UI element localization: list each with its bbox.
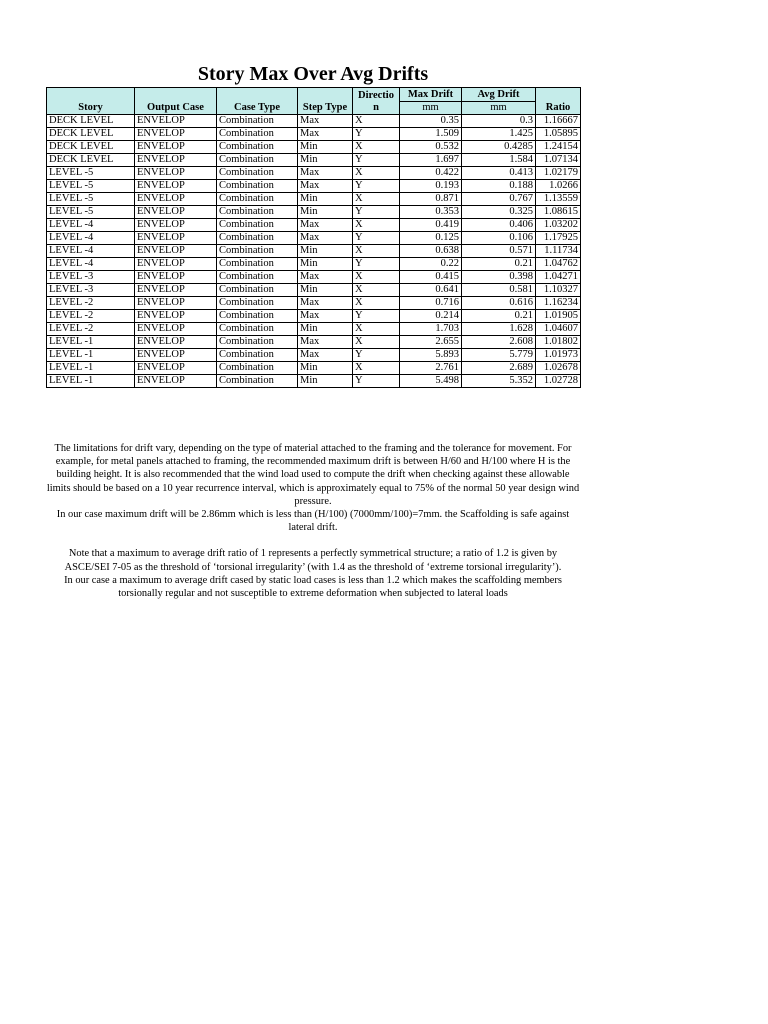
table-row <box>47 297 581 310</box>
cell-ratio: 1.16234 <box>536 297 581 310</box>
cell-case-type: Combination <box>217 180 298 193</box>
cell-output-case: ENVELOP <box>135 323 217 336</box>
cell-story: LEVEL -5 <box>47 167 135 180</box>
cell-story: LEVEL -4 <box>47 258 135 271</box>
col-header-output-case: Output Case <box>135 88 217 115</box>
cell-avg-drift: 1.628 <box>462 323 536 336</box>
cell-story: LEVEL -2 <box>47 310 135 323</box>
cell-step-type: Max <box>298 232 353 245</box>
note-drift-limits: The limitations for drift vary, depending on the type of material attached to the framing and the tolerance for movement. For example, for metal panels attached to framing, the recommended maximum drift is between H/60 and H/100 where H is the building height. It is also recommended that the wind load used to compute the drift when checking against these allowable limits should be based on a 10 year recurrence interval, which is approximately equal to 75% of the normal 50 year design wind pressure. <box>46 443 580 507</box>
cell-story: LEVEL -1 <box>47 375 135 388</box>
cell-avg-drift: 1.425 <box>462 128 536 141</box>
table-row <box>47 167 581 180</box>
cell-direction: Y <box>353 310 400 323</box>
cell-ratio: 1.13559 <box>536 193 581 206</box>
cell-avg-drift: 0.21 <box>462 310 536 323</box>
cell-case-type: Combination <box>217 323 298 336</box>
cell-output-case: ENVELOP <box>135 180 217 193</box>
table-row <box>47 219 581 232</box>
cell-max-drift: 2.655 <box>400 336 462 349</box>
cell-max-drift: 0.125 <box>400 232 462 245</box>
cell-direction: Y <box>353 375 400 388</box>
table-row <box>47 323 581 336</box>
cell-step-type: Max <box>298 128 353 141</box>
cell-direction: Y <box>353 206 400 219</box>
cell-output-case: ENVELOP <box>135 167 217 180</box>
cell-output-case: ENVELOP <box>135 349 217 362</box>
cell-output-case: ENVELOP <box>135 219 217 232</box>
cell-step-type: Min <box>298 375 353 388</box>
note-torsional-ratio: Note that a maximum to average drift ratio of 1 represents a perfectly symmetrical structure; a ratio of 1.2 is given by ASCE/SEI 7-05 as the threshold of ‘torsional irregularity’ (with 1.4 as the threshold of ‘extreme torsional irregularity’). <box>64 548 562 573</box>
cell-avg-drift: 2.608 <box>462 336 536 349</box>
cell-story: LEVEL -4 <box>47 219 135 232</box>
unit-max-drift: mm <box>400 101 462 115</box>
cell-direction: Y <box>353 154 400 167</box>
cell-output-case: ENVELOP <box>135 154 217 167</box>
cell-ratio: 1.17925 <box>536 232 581 245</box>
cell-max-drift: 0.532 <box>400 141 462 154</box>
cell-max-drift: 0.35 <box>400 115 462 128</box>
cell-ratio: 1.03202 <box>536 219 581 232</box>
cell-step-type: Max <box>298 336 353 349</box>
cell-case-type: Combination <box>217 284 298 297</box>
cell-ratio: 1.10327 <box>536 284 581 297</box>
cell-avg-drift: 1.584 <box>462 154 536 167</box>
cell-output-case: ENVELOP <box>135 310 217 323</box>
cell-avg-drift: 0.4285 <box>462 141 536 154</box>
cell-max-drift: 0.214 <box>400 310 462 323</box>
cell-ratio: 1.05895 <box>536 128 581 141</box>
cell-story: LEVEL -4 <box>47 245 135 258</box>
cell-avg-drift: 0.3 <box>462 115 536 128</box>
cell-max-drift: 0.638 <box>400 245 462 258</box>
cell-case-type: Combination <box>217 167 298 180</box>
cell-case-type: Combination <box>217 297 298 310</box>
table-row <box>47 310 581 323</box>
cell-step-type: Min <box>298 206 353 219</box>
cell-ratio: 1.01802 <box>536 336 581 349</box>
cell-step-type: Max <box>298 349 353 362</box>
cell-direction: X <box>353 167 400 180</box>
cell-story: LEVEL -5 <box>47 206 135 219</box>
cell-story: DECK LEVEL <box>47 128 135 141</box>
cell-step-type: Min <box>298 245 353 258</box>
cell-story: LEVEL -5 <box>47 180 135 193</box>
cell-output-case: ENVELOP <box>135 193 217 206</box>
cell-max-drift: 0.193 <box>400 180 462 193</box>
cell-direction: X <box>353 245 400 258</box>
table-row <box>47 271 581 284</box>
cell-case-type: Combination <box>217 193 298 206</box>
cell-output-case: ENVELOP <box>135 141 217 154</box>
cell-avg-drift: 0.413 <box>462 167 536 180</box>
cell-avg-drift: 0.767 <box>462 193 536 206</box>
cell-avg-drift: 5.779 <box>462 349 536 362</box>
table-row <box>47 258 581 271</box>
cell-max-drift: 0.353 <box>400 206 462 219</box>
cell-ratio: 1.01905 <box>536 310 581 323</box>
cell-output-case: ENVELOP <box>135 284 217 297</box>
cell-ratio: 1.02728 <box>536 375 581 388</box>
cell-case-type: Combination <box>217 258 298 271</box>
cell-max-drift: 0.716 <box>400 297 462 310</box>
cell-output-case: ENVELOP <box>135 362 217 375</box>
cell-max-drift: 0.422 <box>400 167 462 180</box>
cell-story: LEVEL -4 <box>47 232 135 245</box>
cell-max-drift: 0.871 <box>400 193 462 206</box>
cell-step-type: Max <box>298 167 353 180</box>
cell-ratio: 1.04762 <box>536 258 581 271</box>
drift-table-body <box>47 115 581 388</box>
cell-direction: Y <box>353 258 400 271</box>
cell-ratio: 1.04271 <box>536 271 581 284</box>
cell-story: LEVEL -2 <box>47 323 135 336</box>
cell-direction: X <box>353 336 400 349</box>
cell-story: LEVEL -1 <box>47 336 135 349</box>
cell-output-case: ENVELOP <box>135 232 217 245</box>
cell-output-case: ENVELOP <box>135 271 217 284</box>
cell-story: LEVEL -1 <box>47 362 135 375</box>
cell-output-case: ENVELOP <box>135 258 217 271</box>
cell-direction: Y <box>353 180 400 193</box>
cell-output-case: ENVELOP <box>135 115 217 128</box>
cell-ratio: 1.01973 <box>536 349 581 362</box>
cell-direction: Y <box>353 232 400 245</box>
cell-max-drift: 0.22 <box>400 258 462 271</box>
cell-step-type: Max <box>298 310 353 323</box>
table-row <box>47 115 581 128</box>
note-torsional-conclusion: In our case a maximum to average drift cased by static load cases is less than 1.2 which makes the scaffolding members torsionally regular and not susceptible to extreme deformation when subjected to lateral loads <box>64 574 562 600</box>
cell-avg-drift: 0.325 <box>462 206 536 219</box>
cell-direction: X <box>353 115 400 128</box>
table-row <box>47 128 581 141</box>
cell-max-drift: 1.697 <box>400 154 462 167</box>
cell-story: DECK LEVEL <box>47 115 135 128</box>
cell-step-type: Max <box>298 180 353 193</box>
drift-table <box>46 87 581 388</box>
cell-story: LEVEL -5 <box>47 193 135 206</box>
cell-ratio: 1.24154 <box>536 141 581 154</box>
cell-max-drift: 1.703 <box>400 323 462 336</box>
cell-step-type: Min <box>298 323 353 336</box>
table-row <box>47 232 581 245</box>
cell-avg-drift: 0.21 <box>462 258 536 271</box>
cell-max-drift: 0.419 <box>400 219 462 232</box>
cell-direction: X <box>353 362 400 375</box>
cell-avg-drift: 0.106 <box>462 232 536 245</box>
cell-output-case: ENVELOP <box>135 206 217 219</box>
cell-max-drift: 1.509 <box>400 128 462 141</box>
cell-avg-drift: 5.352 <box>462 375 536 388</box>
cell-step-type: Max <box>298 297 353 310</box>
cell-direction: X <box>353 219 400 232</box>
cell-output-case: ENVELOP <box>135 128 217 141</box>
cell-ratio: 1.08615 <box>536 206 581 219</box>
cell-max-drift: 5.893 <box>400 349 462 362</box>
cell-step-type: Min <box>298 193 353 206</box>
cell-direction: X <box>353 323 400 336</box>
cell-case-type: Combination <box>217 362 298 375</box>
cell-case-type: Combination <box>217 141 298 154</box>
cell-direction: Y <box>353 349 400 362</box>
col-header-direction: Directio n <box>353 88 400 115</box>
cell-step-type: Min <box>298 284 353 297</box>
cell-step-type: Min <box>298 362 353 375</box>
table-row <box>47 193 581 206</box>
cell-step-type: Min <box>298 154 353 167</box>
cell-avg-drift: 0.188 <box>462 180 536 193</box>
cell-ratio: 1.16667 <box>536 115 581 128</box>
col-header-avg-drift: Avg Drift <box>462 88 536 102</box>
table-row <box>47 284 581 297</box>
table-row <box>47 245 581 258</box>
cell-avg-drift: 0.616 <box>462 297 536 310</box>
cell-ratio: 1.0266 <box>536 180 581 193</box>
table-row <box>47 375 581 388</box>
cell-avg-drift: 2.689 <box>462 362 536 375</box>
cell-ratio: 1.11734 <box>536 245 581 258</box>
cell-output-case: ENVELOP <box>135 245 217 258</box>
table-row <box>47 154 581 167</box>
cell-case-type: Combination <box>217 206 298 219</box>
cell-direction: Y <box>353 128 400 141</box>
cell-case-type: Combination <box>217 310 298 323</box>
cell-output-case: ENVELOP <box>135 297 217 310</box>
cell-story: LEVEL -3 <box>47 271 135 284</box>
table-row <box>47 336 581 349</box>
cell-ratio: 1.02678 <box>536 362 581 375</box>
cell-step-type: Max <box>298 271 353 284</box>
cell-case-type: Combination <box>217 349 298 362</box>
cell-step-type: Min <box>298 258 353 271</box>
col-header-case-type: Case Type <box>217 88 298 115</box>
cell-step-type: Min <box>298 141 353 154</box>
cell-direction: X <box>353 141 400 154</box>
cell-direction: X <box>353 297 400 310</box>
cell-ratio: 1.02179 <box>536 167 581 180</box>
cell-case-type: Combination <box>217 271 298 284</box>
col-header-max-drift: Max Drift <box>400 88 462 102</box>
cell-direction: X <box>353 193 400 206</box>
table-row <box>47 180 581 193</box>
unit-avg-drift: mm <box>462 101 536 115</box>
cell-story: DECK LEVEL <box>47 154 135 167</box>
cell-direction: X <box>353 284 400 297</box>
table-row <box>47 349 581 362</box>
cell-avg-drift: 0.406 <box>462 219 536 232</box>
cell-story: LEVEL -1 <box>47 349 135 362</box>
col-header-story: Story <box>47 88 135 115</box>
notes-section <box>46 442 580 600</box>
cell-case-type: Combination <box>217 336 298 349</box>
cell-case-type: Combination <box>217 375 298 388</box>
note-max-drift-check: In our case maximum drift will be 2.86mm which is less than (H/100) (7000mm/100)=7mm. the Scaffolding is safe against lateral drift. <box>56 509 570 534</box>
cell-output-case: ENVELOP <box>135 336 217 349</box>
cell-avg-drift: 0.581 <box>462 284 536 297</box>
cell-output-case: ENVELOP <box>135 375 217 388</box>
cell-story: LEVEL -2 <box>47 297 135 310</box>
cell-case-type: Combination <box>217 154 298 167</box>
cell-max-drift: 5.498 <box>400 375 462 388</box>
cell-max-drift: 0.415 <box>400 271 462 284</box>
cell-max-drift: 2.761 <box>400 362 462 375</box>
cell-case-type: Combination <box>217 245 298 258</box>
cell-case-type: Combination <box>217 219 298 232</box>
cell-direction: X <box>353 271 400 284</box>
cell-case-type: Combination <box>217 128 298 141</box>
table-row <box>47 362 581 375</box>
table-row <box>47 141 581 154</box>
cell-ratio: 1.04607 <box>536 323 581 336</box>
cell-ratio: 1.07134 <box>536 154 581 167</box>
cell-max-drift: 0.641 <box>400 284 462 297</box>
cell-case-type: Combination <box>217 232 298 245</box>
cell-avg-drift: 0.571 <box>462 245 536 258</box>
header-row <box>47 88 581 102</box>
cell-story: DECK LEVEL <box>47 141 135 154</box>
cell-step-type: Max <box>298 115 353 128</box>
table-row <box>47 206 581 219</box>
cell-avg-drift: 0.398 <box>462 271 536 284</box>
cell-case-type: Combination <box>217 115 298 128</box>
col-header-ratio: Ratio <box>536 88 581 115</box>
cell-step-type: Max <box>298 219 353 232</box>
cell-story: LEVEL -3 <box>47 284 135 297</box>
document-title: Story Max Over Avg Drifts <box>197 63 429 85</box>
col-header-step-type: Step Type <box>298 88 353 115</box>
